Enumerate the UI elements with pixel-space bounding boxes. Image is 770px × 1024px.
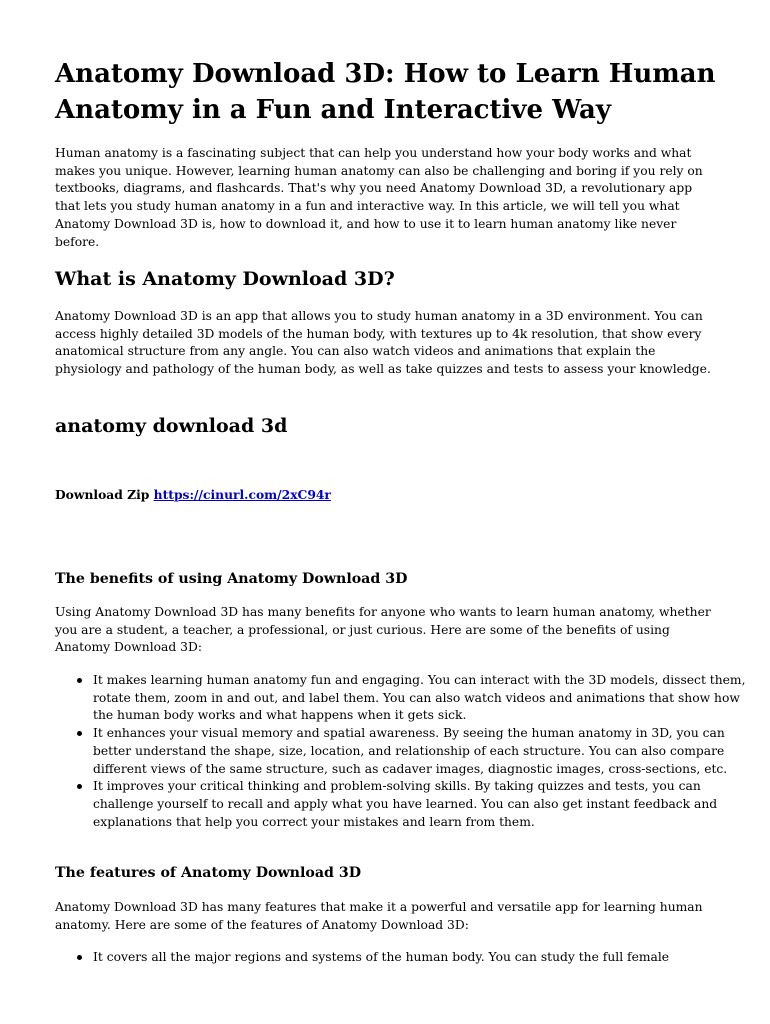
list-item: It covers all the major regions and systems of the human body. You can study the full female [93,949,753,967]
list-item: It makes learning human anatomy fun and engaging. You can interact with the 3D models, dissect them, rotate them, zoom in and out, and label them. You can also watch videos and animations that show how the human body works and what happens when it gets sick. [93,672,753,725]
section-paragraph-benefits: Using Anatomy Download 3D has many benefits for anyone who wants to learn human anatomy, whether you are a student, a teacher, a professional, or just curious. Here are some of the benefits of using Anatomy Download 3D: [55,605,711,655]
features-list [55,949,753,967]
download-link[interactable]: https://cinurl.com/2xC94r [153,487,331,502]
section-paragraph-features: Anatomy Download 3D has many features that make it a powerful and versatile app for learning human anatomy. Here are some of the features of Anatomy Download 3D: [55,900,703,932]
download-line [55,486,331,504]
list-item: It improves your critical thinking and problem-solving skills. By taking quizzes and tests, you can challenge yourself to recall and apply what you have learned. You can also get instant feedback and explanations that help you correct your mistakes and learn from them. [93,778,753,831]
section-paragraph-what: Anatomy Download 3D is an app that allows you to study human anatomy in a 3D environment. You can access highly detailed 3D models of the human body, with textures up to 4k resolution, that show every anatomical structure from any angle. You can also watch videos and animations that explain the physiology and pathology of the human body, as well as take quizzes and tests to assess your knowledge. [55,309,711,377]
page-title: Anatomy Download 3D: How to Learn Human Anatomy in a Fun and Interactive Way [55,59,716,125]
benefits-list [55,672,753,831]
section-heading-features: The features of Anatomy Download 3D [55,865,362,881]
download-label: Download Zip [55,487,150,502]
keyword-heading: anatomy download 3d [55,415,288,437]
section-heading-what: What is Anatomy Download 3D? [55,268,395,290]
section-heading-benefits: The benefits of using Anatomy Download 3D [55,571,408,587]
list-item: It enhances your visual memory and spatial awareness. By seeing the human anatomy in 3D, you can better understand the shape, size, location, and relationship of each structure. You can also compare different views of the same structure, such as cadaver images, diagnostic images, cross-sections, etc. [93,725,753,778]
intro-paragraph: Human anatomy is a fascinating subject that can help you understand how your body works and what makes you unique. However, learning human anatomy can also be challenging and boring if you rely on textbooks, diagrams, and flashcards. That's why you need Anatomy Download 3D, a revolutionary app that lets you study human anatomy in a fun and interactive way. In this article, we will tell you what Anatomy Download 3D is, how to download it, and how to use it to learn human anatomy like never before. [55,146,703,249]
